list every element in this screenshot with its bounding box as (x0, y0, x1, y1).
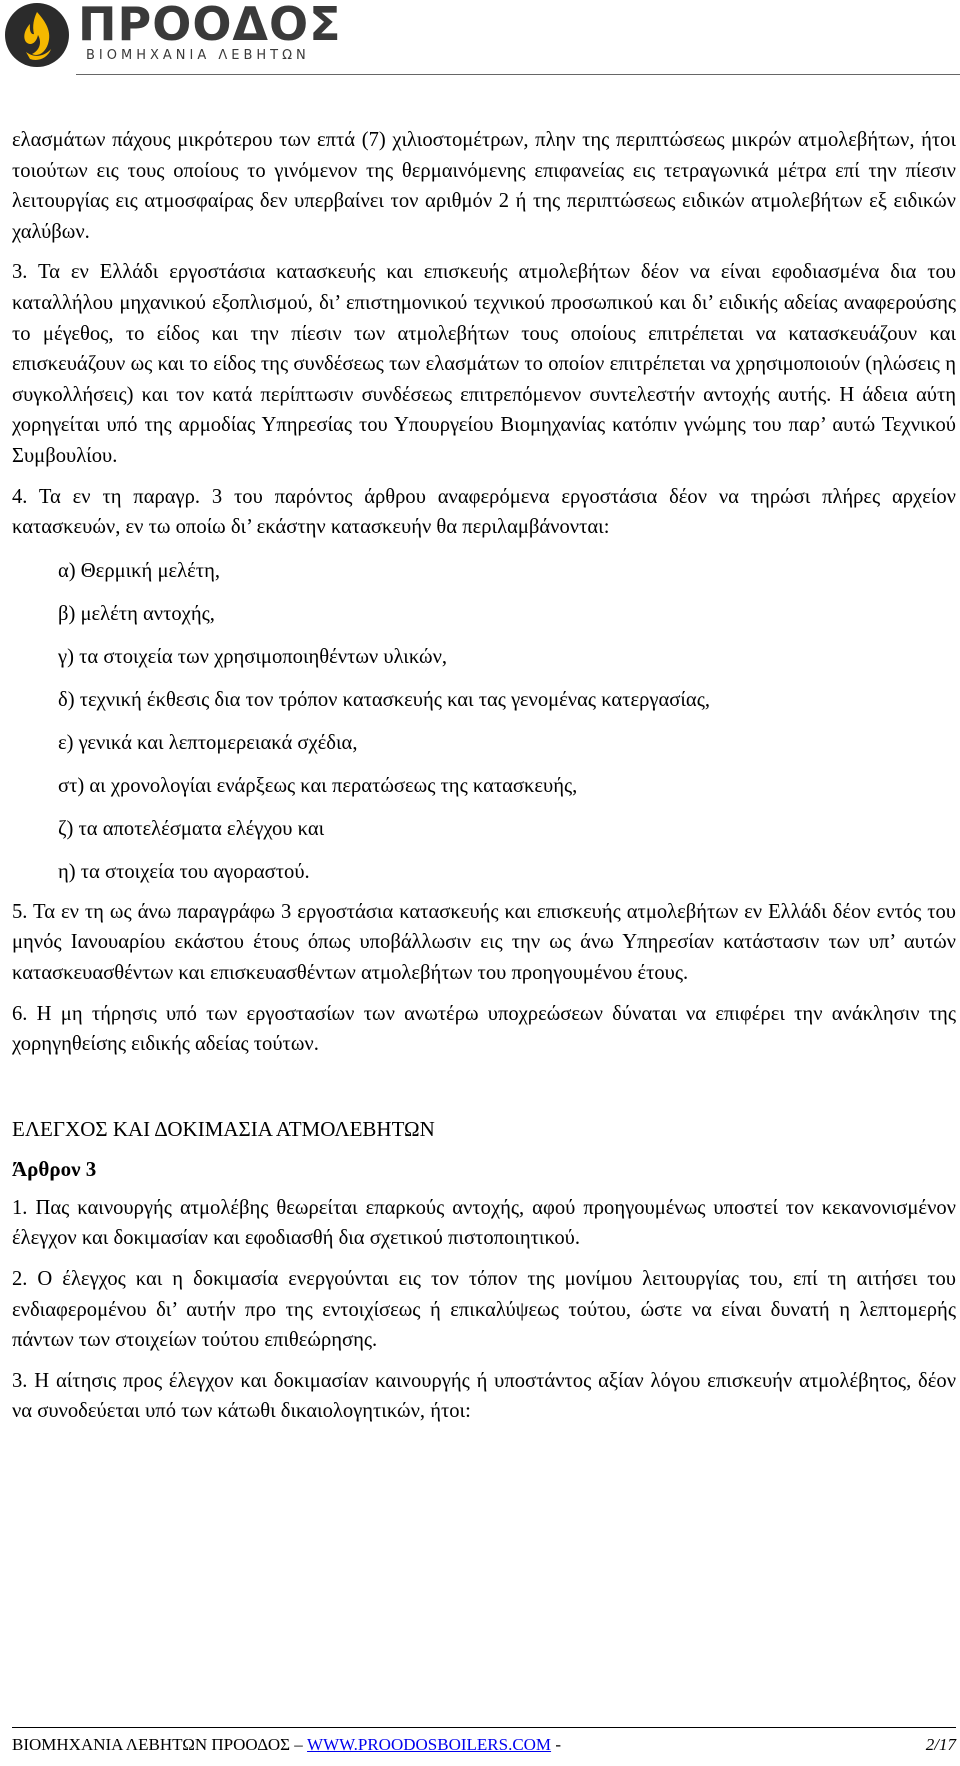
article-3-paragraph-1: 1. Πας καινουργής ατμολέβης θεωρείται επαρκούς αντοχής, αφού προηγουμένως υποστεί τον κεκανονισμένον έλεγχον και δοκιμασίαν και εφοδιασθή δια σχετικού πιστοποιητικού. (12, 1196, 956, 1250)
document-body (12, 125, 956, 1427)
website-link[interactable]: WWW.PROODOSBOILERS.COM (307, 1735, 552, 1754)
article-3-paragraph-3: 3. Η αίτησις προς έλεγχον και δοκιμασίαν καινουργής ή υποστάντος αξίαν λόγου επισκευήν ατμολέβητος, δέον να συνοδεύεται υπό των κάτωθι δικαιολογητικών, ήτοι: (12, 1369, 956, 1423)
article-3-paragraph-2: 2. Ο έλεγχος και η δοκιμασία ενεργούνται εις τον τόπον της μονίμου λειτουργίας του, επί τη αιτήσει του ενδιαφερομένου δι’ αυτήν προ της εντοιχίσεως ή επικαλύψεως τούτου, ώστε να είναι δυνατή η λεπτομερής πάντων των στοιχείων τούτου επιθεώρησης. (12, 1268, 956, 1352)
list-item: γ) τα στοιχεία των χρησιμοποιηθέντων υλικών, (58, 645, 448, 668)
list-item: α) Θερμική μελέτη, (58, 559, 220, 582)
brand-subtitle: ΒΙΟΜΗΧΑΝΙΑ ΛΕΒΗΤΩΝ (86, 48, 310, 63)
paragraph-6: 6. Η μη τήρησις υπό των εργοστασίων των ανωτέρω υποχρεώσεων δύναται να επιφέρει την ανάκλησιν της χορηγηθείσης ειδικής αδείας τούτων. (12, 1002, 956, 1056)
footer-separator: - (555, 1735, 561, 1754)
footer-divider (12, 1727, 956, 1728)
paragraph-5: 5. Τα εν τη ως άνω παραγράφω 3 εργοστάσια κατασκευής και επισκευής ατμολεβήτων εν Ελλάδι δέον εντός του μηνός Ιανουαρίου εκάστου έτους όπως υποβάλλωσιν εις την ως άνω Υπηρεσίαν κατάστασιν των υπ’ αυτών κατασκευασθέντων και επισκευασθέντων ατμολεβήτων του προηγουμένου έτους. (12, 900, 956, 984)
list-item: ζ) τα αποτελέσματα ελέγχου και (58, 817, 325, 840)
list-item: δ) τεχνική έκθεσις δια τον τρόπον κατασκευής και τας γενομένας κατεργασίας, (58, 688, 711, 711)
article-title: Άρθρον 3 (12, 1157, 97, 1182)
section-heading: ΕΛΕΓΧΟΣ ΚΑΙ ΔΟΚΙΜΑΣΙΑ ΑΤΜΟΛΕΒΗΤΩΝ (12, 1116, 435, 1141)
header-divider (76, 74, 960, 75)
footer-company: ΒΙΟΜΗΧΑΝΙΑ ΛΕΒΗΤΩΝ ΠΡΟΟΔΟΣ – (12, 1735, 303, 1754)
page-number: 2/17 (925, 1735, 956, 1754)
flame-logo-icon (4, 2, 70, 68)
paragraph-3: 3. Τα εν Ελλάδι εργοστάσια κατασκευής και επισκευής ατμολεβήτων δέον να είναι εφοδιασμένα δια του καταλλήλου μηχανικού εξοπλισμού, δι’ επιστημονικού τεχνικού προσωπικού και δι’ ειδικής αδείας αναφερούσης το μέγεθος, το είδος και την πίεσιν των ατμολεβήτων τους οποίους επιτρέπεται να κατασκευάζουν και επισκευάζουν ως και το είδος της συνδέσεως των ελασμάτων το οποίον επιτρέπεται να χρησιμοποιούν (ηλώσεις η συγκολλήσεις) και τον κατά περίπτωσιν συνδέσεως επιτρεπόμενον συντελεστήν αντοχής αυτής. Η άδεια αύτη χορηγείται υπό της αρμοδίας Υπηρεσίας του Υπουργείου Βιομηχανίας κατόπιν γνώμης του παρ’ αυτώ Τεχνικού Συμβουλίου. (12, 261, 956, 467)
list-item: η) τα στοιχεία του αγοραστού. (58, 860, 310, 883)
list-item: στ) αι χρονολογίαι ενάρξεως και περατώσεως της κατασκευής, (58, 774, 578, 797)
paragraph-4: 4. Τα εν τη παραγρ. 3 του παρόντος άρθρου αναφερόμενα εργοστάσια δέον να τηρώσι πλήρες αρχείον κατασκευών, εν τω οποίω δι’ εκάστην κατασκευήν θα περιλαμβάνονται: (12, 485, 956, 539)
page-header (0, 0, 960, 76)
list-item: β) μελέτη αντοχής, (58, 602, 215, 625)
brand-name: ΠΡΟΟΔΟΣ (78, 0, 342, 51)
list-item: ε) γενικά και λεπτομερειακά σχέδια, (58, 731, 358, 754)
page-footer (12, 1733, 956, 1757)
paragraph-intro: ελασμάτων πάχους μικρότερου των επτά (7) χιλιοστομέτρων, πλην της περιπτώσεως μικρών ατμολεβήτων, ήτοι τοιούτων εις τους οποίους το γινόμενον της θερμαινόμενης επιφανείας εις τετραγωνικά μέτρα επί την πίεσιν λειτουργίας εις ατμοσφαίρας δεν υπερβαίνει τον αριθμόν 2 ή της περιπτώσεως ειδικών ατμολεβήτων εξ ειδικών χαλύβων. (12, 129, 956, 243)
